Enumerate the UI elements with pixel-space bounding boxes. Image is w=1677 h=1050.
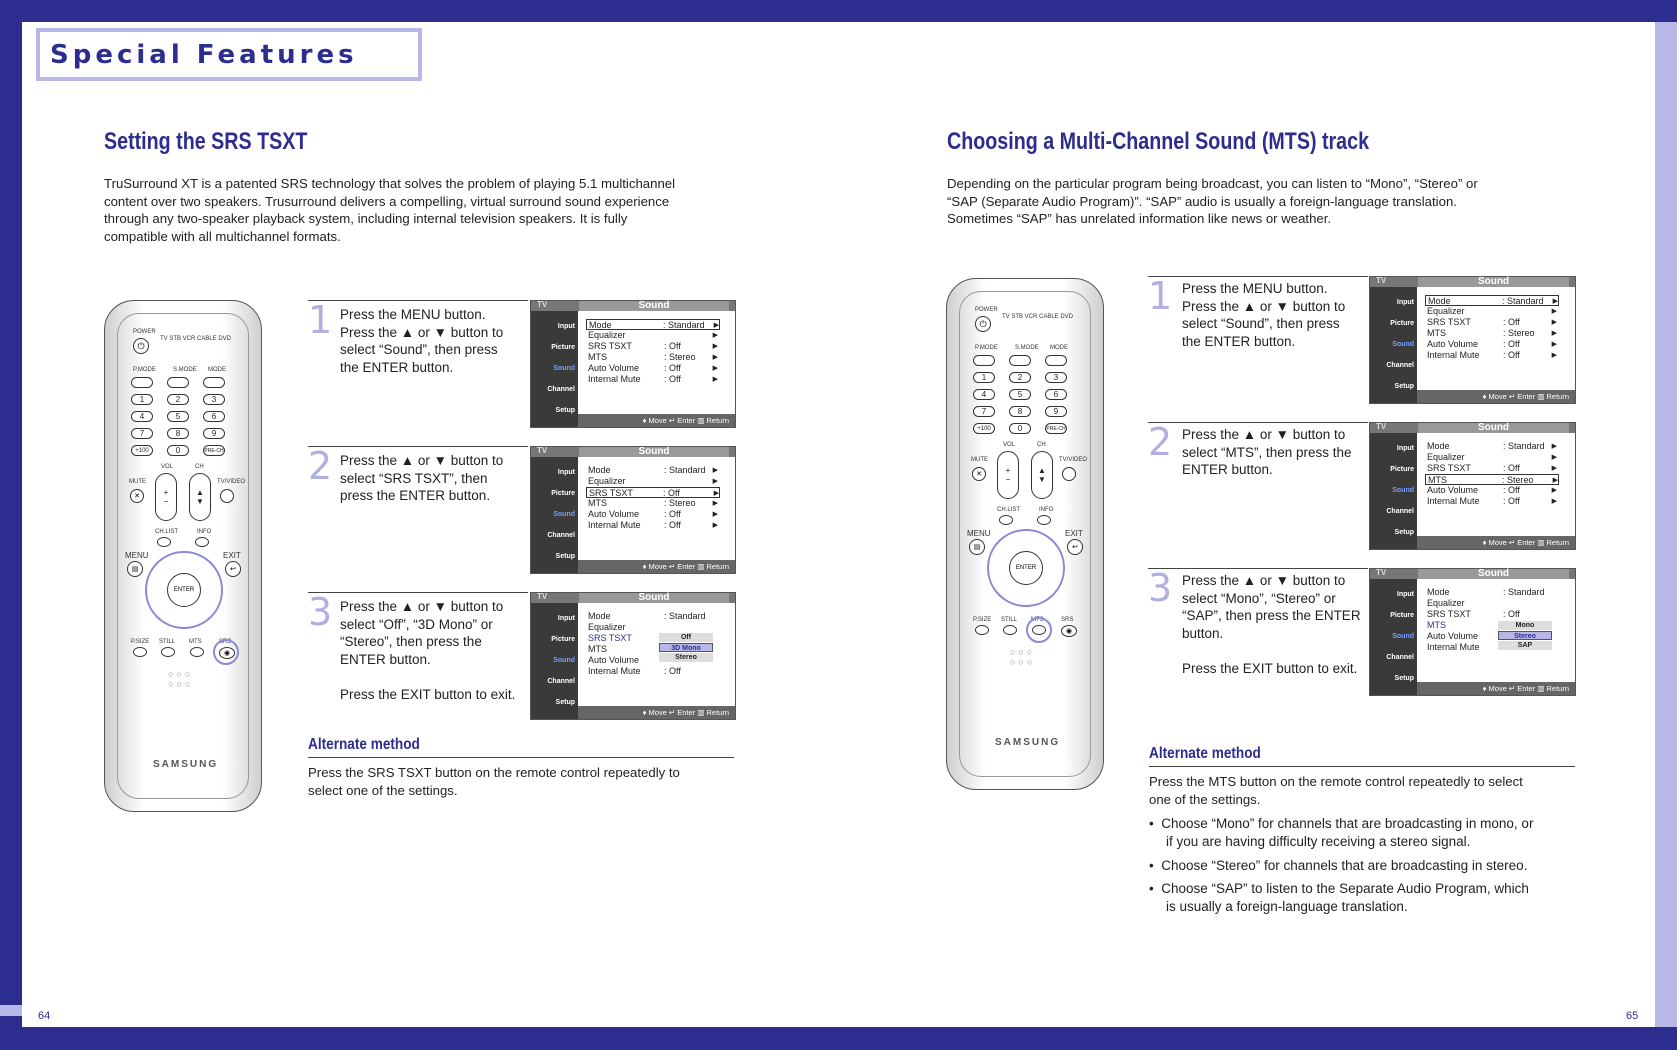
prech-button[interactable]: PRE-CH: [203, 445, 225, 456]
brand-logo: SAMSUNG: [153, 759, 219, 770]
still-label: STILL: [159, 639, 176, 645]
still-button[interactable]: [1003, 625, 1017, 635]
right-heading: Choosing a Multi-Channel Sound (MTS) track: [947, 128, 1370, 155]
step-number: 3: [1148, 566, 1173, 610]
osd-mts-menu-2: TV Sound Input Picture Sound Channel Setup Mode : Standard ▶ Equalizer ▶ SRS TSXT : Off ▶ MTS : Stereo ▶ Auto Volume : Off ▶ Internal Mute : Off ▶ ♦ Move ↵ Enter ▥ Return: [1369, 422, 1576, 550]
right-alt-title: Alternate method: [1149, 745, 1261, 762]
brand-logo: SAMSUNG: [995, 737, 1061, 748]
led-dots: ○○○ ○○○: [1010, 647, 1036, 667]
bullet-sap: • Choose “SAP” to listen to the Separate Audio Program, which is usually a foreign-language translation.: [1149, 881, 1529, 914]
enter-button[interactable]: ENTER: [1009, 551, 1043, 585]
option-3d-mono[interactable]: 3D Mono: [659, 643, 713, 652]
osd-mts-menu-3: TV Sound Input Picture Sound Channel Setup Mode : Standard Equalizer SRS TSXT : Off MTS Auto Volume Internal Mute Mono Stereo SAP ♦ Move ↵ Enter ▥ Return: [1369, 568, 1576, 696]
chlist-button[interactable]: [157, 537, 171, 547]
page-number-left: 64: [38, 1010, 51, 1022]
exit-icon[interactable]: ↩: [1067, 539, 1083, 555]
right-intro: Depending on the particular program being broadcast, you can listen to “Mono”, “Stereo” or “SAP (Separate Audio Program)”. “SAP” audio is usually a foreign-language translation. Sometimes “SAP” has unrelated information like news or weather.: [947, 176, 1478, 227]
right-alt-rule: [1149, 766, 1575, 767]
volume-rocker[interactable]: + −: [155, 473, 177, 521]
pmode-label: P.MODE: [133, 367, 156, 373]
section-header: [36, 28, 422, 81]
enter-button[interactable]: ENTER: [167, 573, 201, 607]
key-9[interactable]: 9: [203, 428, 225, 439]
page-tab-right: [1655, 1005, 1677, 1016]
info-label: INFO: [1039, 507, 1054, 513]
key-7[interactable]: 7: [973, 406, 995, 417]
key-2[interactable]: 2: [1009, 372, 1031, 383]
bullet-mono: • Choose “Mono” for channels that are broadcasting in mono, or if you are having difficulty receiving a stereo signal.: [1149, 816, 1534, 849]
left-intro: TruSurround XT is a patented SRS technology that solves the problem of playing 5.1 multichannel content over two speakers. Trusurround delivers a compelling, virtual surround sound experience through any two-speaker playback system, including internal television speakers. It is fully compatible with all multichannel formats.: [104, 176, 676, 244]
bullet-stereo: • Choose “Stereo” for channels that are broadcasting in stereo.: [1149, 858, 1528, 873]
option-mono[interactable]: Mono: [1498, 621, 1552, 630]
osd-mts-menu-1: TV Sound Input Picture Sound Channel Setup Mode : Standard ▶ Equalizer ▶ SRS TSXT : Off ▶ MTS : Stereo ▶ Auto Volume : Off ▶ Internal Mute : Off ▶ ♦ Move ↵ Enter ▥ Return: [1369, 276, 1576, 404]
mode-button[interactable]: [203, 377, 225, 388]
psize-label: P.SIZE: [973, 617, 992, 623]
mts-label: MTS: [1031, 617, 1044, 623]
psize-label: P.SIZE: [131, 639, 150, 645]
remote-control-right: [946, 278, 1104, 790]
smode-button[interactable]: [1009, 355, 1031, 366]
power-label: POWER: [975, 307, 998, 313]
key-8[interactable]: 8: [1009, 406, 1031, 417]
chlist-button[interactable]: [999, 515, 1013, 525]
step-text: Press the ▲ or ▼ button to select “Mono”, “Stereo” or “SAP”, then press the ENTER button. Press the EXIT button to exit.: [1182, 573, 1361, 676]
vol-label: VOL: [161, 464, 174, 470]
source-labels: TV STB VCR CABLE DVD: [160, 336, 232, 342]
key-5[interactable]: 5: [167, 411, 189, 422]
osd-sound-menu-3: TV Sound Input Picture Sound Channel Setup Mode : Standard Equalizer SRS TSXT MTS Auto Volume Internal Mute : Off Off 3D Mono Stereo ♦ Move ↵ Enter ▥ Return: [530, 592, 736, 720]
left-alt-rule: [308, 757, 734, 758]
step-text: Press the ▲ or ▼ button to select “MTS”, then press the ENTER button.: [1182, 427, 1352, 478]
key-6[interactable]: 6: [1045, 389, 1067, 400]
remote-control-left: [104, 300, 262, 812]
option-off[interactable]: Off: [659, 633, 713, 642]
key-0[interactable]: 0: [167, 445, 189, 456]
still-label: STILL: [1001, 617, 1018, 623]
menu-label: MENU: [967, 529, 991, 538]
key-plus100[interactable]: +100: [973, 423, 995, 434]
osd-sound-menu-2: TV Sound Input Picture Sound Channel Setup Mode : Standard ▶ Equalizer ▶ SRS TSXT : Off ▶ MTS : Stereo ▶ Auto Volume : Off ▶ Internal Mute : Off ▶ ♦ Move ↵ Enter ▥ Return: [530, 446, 736, 574]
key-9[interactable]: 9: [1045, 406, 1067, 417]
step-text: Press the MENU button. Press the ▲ or ▼ button to select “Sound”, then press the ENTER button.: [1182, 281, 1346, 349]
left-heading: Setting the SRS TSXT: [104, 128, 308, 155]
psize-button[interactable]: [133, 647, 147, 657]
pmode-label: P.MODE: [975, 345, 998, 351]
key-4[interactable]: 4: [131, 411, 153, 422]
left-alt-title: Alternate method: [308, 736, 420, 753]
mts-highlight: [1026, 617, 1052, 643]
ch-label: CH: [195, 464, 204, 470]
volume-rocker[interactable]: + −: [997, 451, 1019, 499]
key-3[interactable]: 3: [203, 394, 225, 405]
mute-icon[interactable]: ✕: [130, 489, 144, 503]
menu-icon[interactable]: ▤: [969, 539, 985, 555]
exit-label: EXIT: [223, 551, 241, 560]
step-number: 3: [308, 590, 333, 634]
info-label: INFO: [197, 529, 212, 535]
step-text: Press the ▲ or ▼ button to select “Off”, “3D Mono” or “Stereo”, then press the ENTER button. Press the EXIT button to exit.: [340, 599, 516, 702]
mute-icon[interactable]: ✕: [972, 467, 986, 481]
key-8[interactable]: 8: [167, 428, 189, 439]
mute-label: MUTE: [129, 479, 146, 485]
mode-label: MODE: [1050, 345, 1068, 351]
tvvideo-label: TV/VIDEO: [217, 479, 246, 485]
option-sap[interactable]: SAP: [1498, 641, 1552, 650]
pmode-button[interactable]: [131, 377, 153, 388]
smode-button[interactable]: [167, 377, 189, 388]
vol-label: VOL: [1003, 442, 1016, 448]
step-text: Press the MENU button. Press the ▲ or ▼ button to select “Sound”, then press the ENTER button.: [340, 307, 504, 375]
pmode-button[interactable]: [973, 355, 995, 366]
option-stereo[interactable]: Stereo: [659, 653, 713, 662]
step-number: 2: [1148, 420, 1173, 464]
chlist-label: CH.LIST: [155, 529, 179, 535]
exit-label: EXIT: [1065, 529, 1083, 538]
key-plus100[interactable]: +100: [131, 445, 153, 456]
srs-label: SRS: [219, 639, 232, 645]
info-button[interactable]: [195, 537, 209, 547]
channel-rocker[interactable]: ▲ ▼: [1031, 451, 1053, 499]
ch-label: CH: [1037, 442, 1046, 448]
smode-label: S.MODE: [1015, 345, 1039, 351]
srs-highlight: [213, 639, 239, 665]
menu-label: MENU: [125, 551, 149, 560]
key-1[interactable]: 1: [131, 394, 153, 405]
key-2[interactable]: 2: [167, 394, 189, 405]
key-0[interactable]: 0: [1009, 423, 1031, 434]
power-icon[interactable]: ⏻: [133, 338, 149, 354]
tvvideo-button[interactable]: [1062, 467, 1076, 481]
tvvideo-button[interactable]: [220, 489, 234, 503]
step-number: 2: [308, 444, 333, 488]
page-tab-left: [0, 1005, 22, 1016]
source-labels: TV STB VCR CABLE DVD: [1002, 314, 1074, 320]
tvvideo-label: TV/VIDEO: [1059, 457, 1088, 463]
prech-button[interactable]: PRE-CH: [1045, 423, 1067, 434]
osd-sound-menu-1: TV Sound Input Picture Sound Channel Setup Mode : Standard ▶ Equalizer ▶ SRS TSXT : Off ▶ MTS : Stereo ▶ Auto Volume : Off ▶ Internal Mute : Off ▶ ♦ Move ↵ Enter ▥ Return: [530, 300, 736, 428]
power-icon[interactable]: ⏻: [975, 316, 991, 332]
right-alt-text: Press the MTS button on the remote control repeatedly to select one of the settings.: [1149, 774, 1523, 807]
exit-icon[interactable]: ↩: [225, 561, 241, 577]
mts-label: MTS: [189, 639, 202, 645]
option-stereo[interactable]: Stereo: [1498, 631, 1552, 640]
mts-button[interactable]: [190, 647, 204, 657]
mute-label: MUTE: [971, 457, 988, 463]
key-7[interactable]: 7: [131, 428, 153, 439]
menu-icon[interactable]: ▤: [127, 561, 143, 577]
key-3[interactable]: 3: [1045, 372, 1067, 383]
srs-icon[interactable]: ◉: [219, 647, 235, 659]
step-number: 1: [308, 298, 333, 342]
page-number-right: 65: [1626, 1010, 1639, 1022]
step-number: 1: [1148, 274, 1173, 318]
section-title: Special Features: [50, 39, 358, 70]
srs-icon[interactable]: ◉: [1061, 625, 1077, 637]
chlist-label: CH.LIST: [997, 507, 1021, 513]
left-alt-text: Press the SRS TSXT button on the remote control repeatedly to select one of the settings.: [308, 765, 680, 798]
page-edge-band: [1655, 22, 1677, 1027]
power-label: POWER: [133, 329, 156, 335]
key-1[interactable]: 1: [973, 372, 995, 383]
key-5[interactable]: 5: [1009, 389, 1031, 400]
info-button[interactable]: [1037, 515, 1051, 525]
channel-rocker[interactable]: ▲ ▼: [189, 473, 211, 521]
still-button[interactable]: [161, 647, 175, 657]
mode-button[interactable]: [1045, 355, 1067, 366]
key-6[interactable]: 6: [203, 411, 225, 422]
mode-label: MODE: [208, 367, 226, 373]
key-4[interactable]: 4: [973, 389, 995, 400]
smode-label: S.MODE: [173, 367, 197, 373]
led-dots: ○○○ ○○○: [168, 669, 194, 689]
step-text: Press the ▲ or ▼ button to select “SRS TSXT”, then press the ENTER button.: [340, 453, 504, 504]
psize-button[interactable]: [975, 625, 989, 635]
srs-label: SRS: [1061, 617, 1074, 623]
